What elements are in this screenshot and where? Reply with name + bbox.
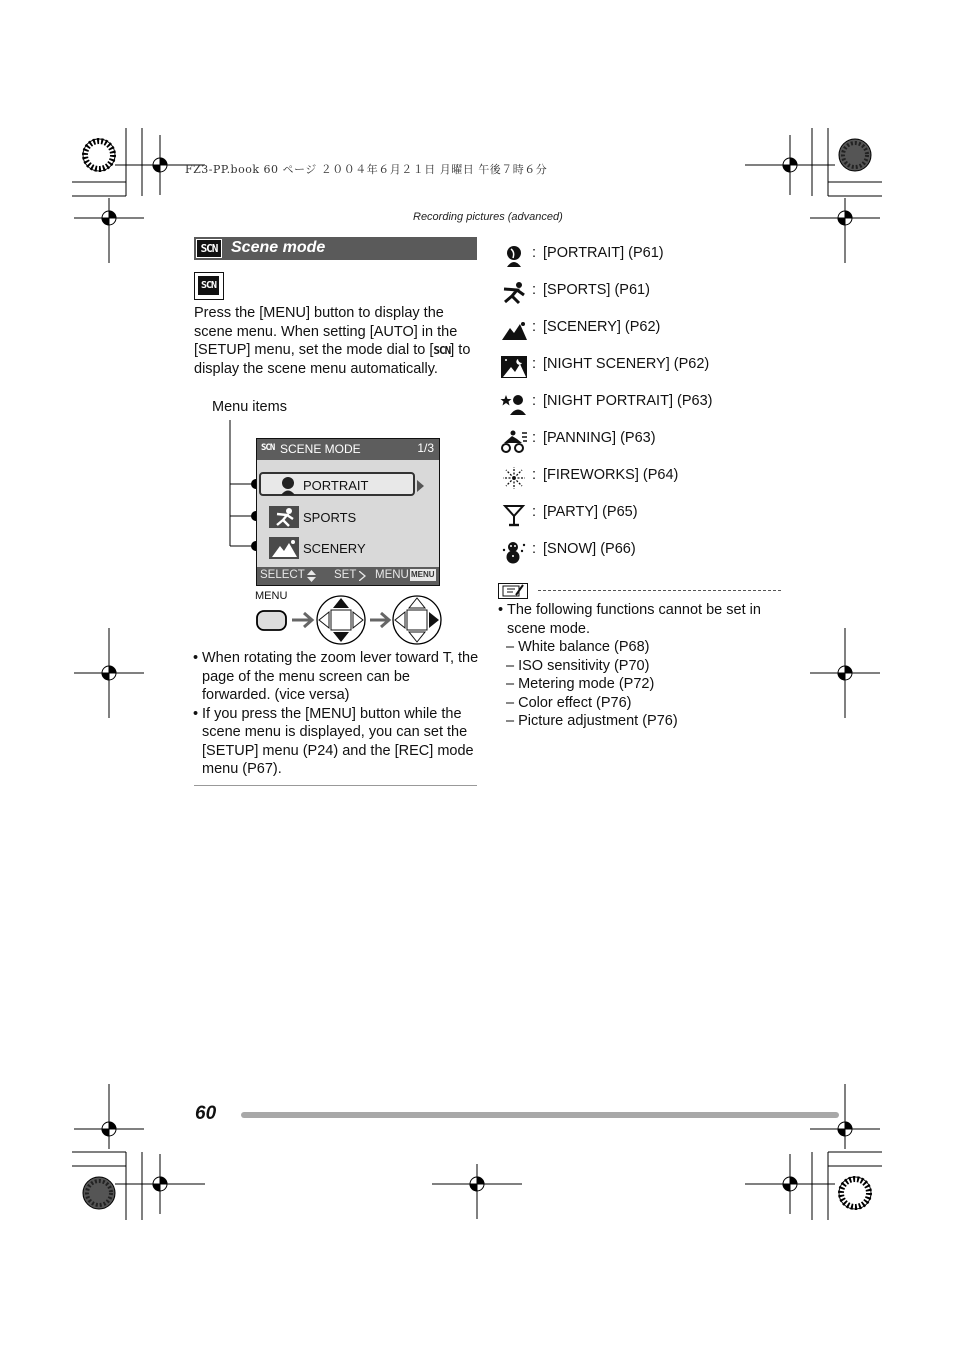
note-item: – Color effect (P76): [506, 694, 632, 711]
scene-label: [SNOW] (P66): [543, 541, 636, 557]
scn-icon: SCN: [261, 443, 275, 453]
button-sequence: [254, 594, 444, 646]
scene-item-party: [500, 501, 760, 538]
page-number: 60: [195, 1103, 217, 1124]
separator: :: [532, 319, 537, 335]
separator: :: [532, 282, 537, 298]
cursor-pad-up-down: [317, 596, 365, 644]
scene-menu-screen: [256, 438, 440, 586]
bullet-item: • When rotating the zoom lever toward T, the page of the menu screen can be forwarded. (vice versa): [193, 649, 480, 705]
note-item: – ISO sensitivity (P70): [506, 657, 650, 674]
separator: :: [532, 430, 537, 446]
divider: [194, 785, 477, 786]
arrow-right-icon: [292, 613, 312, 627]
menu-item-scenery[interactable]: [257, 537, 439, 561]
footer-rule: [241, 1112, 839, 1118]
arrow-right-icon: [370, 613, 389, 627]
footer-menu-label: MENU: [375, 569, 409, 581]
scene-item-night-scenery: [500, 353, 760, 390]
scene-item-snow: [500, 538, 760, 575]
scene-item-fireworks: [500, 464, 760, 501]
up-down-arrow-icon: [307, 570, 316, 582]
section-heading: [194, 237, 477, 260]
scn-icon: SCN: [198, 276, 219, 295]
note-item: – Metering mode (P72): [506, 676, 655, 692]
mode-dial-scn-icon: [194, 272, 224, 300]
scene-list: [500, 242, 760, 575]
note-pencil-icon: [499, 584, 526, 597]
running-head: Recording pictures (advanced): [413, 211, 563, 223]
scene-item-sports: [500, 279, 760, 316]
note-divider: [538, 590, 781, 591]
cursor-pad-right: [393, 596, 441, 644]
menu-item-sports[interactable]: [257, 506, 439, 530]
screen-title-bar: [257, 439, 439, 460]
separator: :: [532, 541, 537, 557]
note-intro: • The following functions cannot be set in scene mode.: [498, 601, 788, 638]
scene-label: [PORTRAIT] (P61): [543, 245, 664, 261]
arrow-right-icon: [417, 480, 425, 492]
sports-icon: [500, 281, 528, 305]
scene-item-scenery: [500, 316, 760, 353]
scene-item-portrait: [500, 242, 760, 279]
snow-icon: [500, 540, 528, 564]
page-indicator: 1/3: [417, 441, 434, 455]
menu-button-label: MENU: [255, 590, 288, 602]
party-icon: [500, 503, 528, 527]
scenery-icon: [269, 537, 299, 559]
scene-label: [NIGHT PORTRAIT] (P63): [543, 393, 713, 409]
menu-items-label: Menu items: [212, 399, 287, 415]
footer-set-label: SET: [334, 569, 357, 581]
separator: :: [532, 356, 537, 372]
note-section: [498, 601, 788, 731]
scene-label: [FIREWORKS] (P64): [543, 467, 679, 483]
scn-icon: SCN: [196, 239, 222, 258]
menu-badge: MENU: [411, 570, 435, 579]
separator: :: [532, 504, 537, 520]
scene-label: [SPORTS] (P61): [543, 282, 650, 298]
right-arrow-icon: [359, 571, 366, 581]
scene-item-night-portrait: [500, 390, 760, 427]
night-portrait-icon: [500, 392, 528, 416]
scene-label: [NIGHT SCENERY] (P62): [543, 356, 710, 372]
note-icon: [498, 583, 528, 599]
sports-icon: [269, 506, 299, 528]
left-bullet-list: [193, 649, 480, 779]
scene-item-panning: [500, 427, 760, 464]
portrait-icon: [500, 244, 528, 268]
note-item: – White balance (P68): [506, 639, 650, 655]
screen-title: SCENE MODE: [280, 442, 361, 456]
separator: :: [532, 245, 537, 261]
menu-button: [257, 611, 286, 630]
menu-item-label: SCENERY: [303, 541, 366, 556]
intro-text-a: Press the [MENU] button to display the scene menu. When setting [AUTO] in the [SETUP] menu, set the mode dial to [: [194, 305, 458, 358]
fireworks-icon: [500, 466, 528, 490]
scn-inline-icon: SCN: [433, 344, 451, 357]
intro-text-b: ] to display the scene menu automatically.: [194, 342, 471, 377]
section-title: Scene mode: [231, 239, 326, 256]
intro-paragraph: [194, 304, 479, 378]
night-scenery-icon: [500, 355, 528, 379]
print-file-header: FZ3-PP.book 60 ページ ２００４年６月２１日 月曜日 午後７時６分: [185, 163, 548, 176]
menu-item-portrait[interactable]: [257, 474, 439, 498]
separator: :: [532, 467, 537, 483]
screen-footer-bar: [257, 567, 439, 585]
footer-select-label: SELECT: [260, 569, 305, 581]
menu-item-label: PORTRAIT: [303, 478, 369, 493]
note-item: – Picture adjustment (P76): [506, 713, 678, 729]
menu-item-label: SPORTS: [303, 510, 357, 525]
scene-label: [PANNING] (P63): [543, 430, 656, 446]
scenery-icon: [500, 318, 528, 342]
bullet-item: • If you press the [MENU] button while the scene menu is displayed, you can set the [SETUP] menu (P24) and the [REC] mode menu (P67).: [193, 705, 480, 779]
scene-label: [SCENERY] (P62): [543, 319, 661, 335]
scene-label: [PARTY] (P65): [543, 504, 638, 520]
separator: :: [532, 393, 537, 409]
panning-icon: [500, 429, 528, 453]
